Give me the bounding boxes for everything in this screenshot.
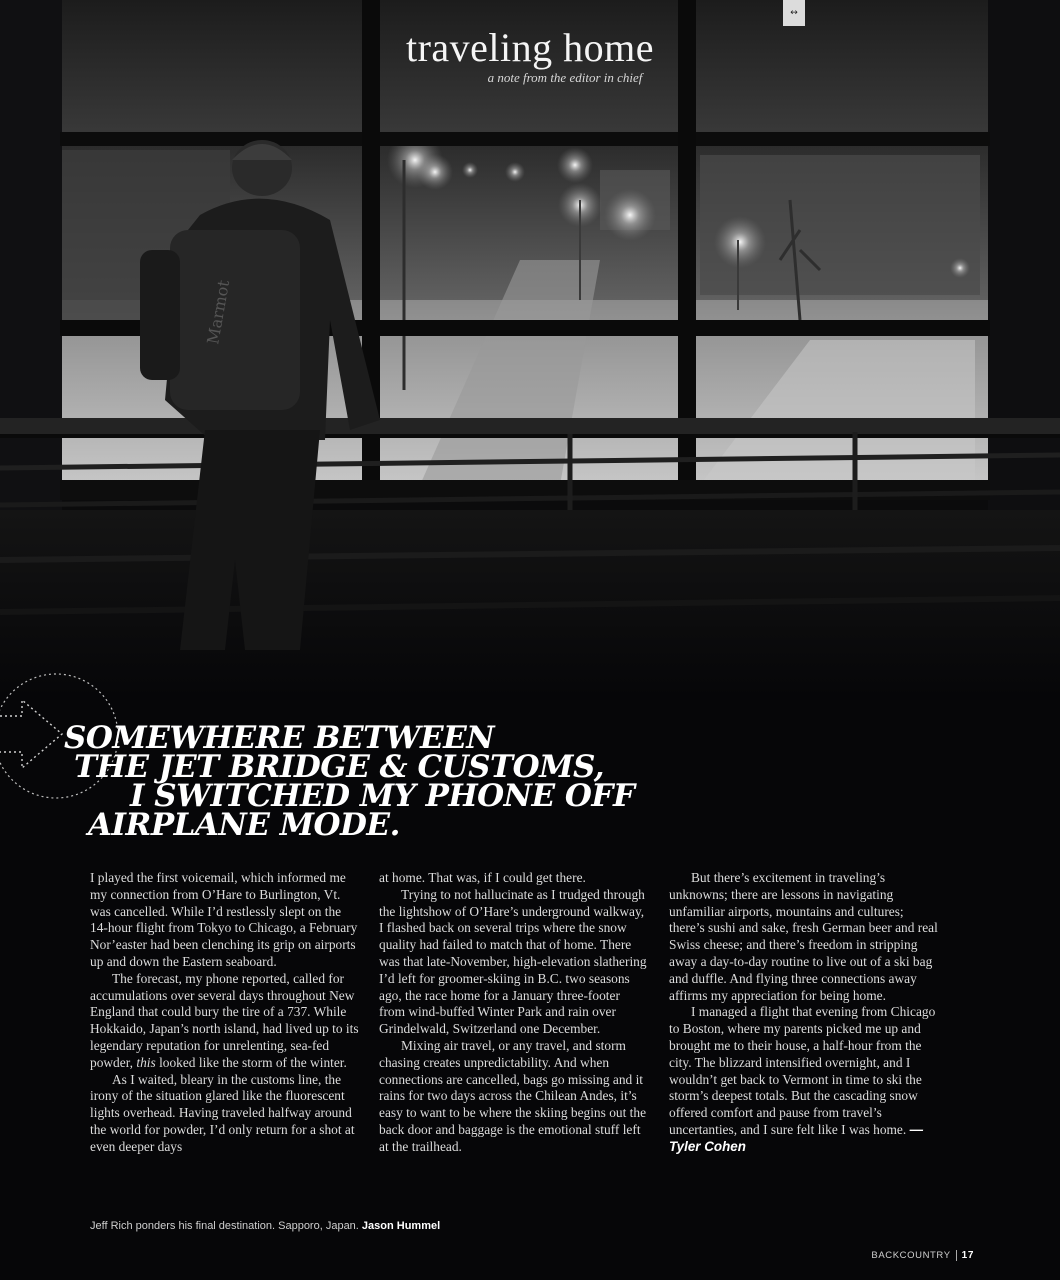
paragraph: The forecast, my phone reported, called for accumulations over several days throughout New England that could bury the tire of a 737. While Hokkaido, Japan’s north island, had lived up to its legendary reputation for unrelenting, sea-fed powder, this looked like the storm of the winter. bbox=[90, 970, 359, 1070]
divider bbox=[956, 1250, 957, 1261]
svg-text:Marmot: Marmot bbox=[203, 278, 234, 346]
photo-caption bbox=[90, 1220, 440, 1232]
svg-text:↔: ↔ bbox=[790, 8, 798, 18]
header bbox=[330, 25, 730, 86]
photo-credit: Jason Hummel bbox=[361, 1220, 441, 1232]
paragraph: I managed a flight that evening from Chicago to Boston, where my parents picked me up and brought me to their house, a half-hour from the city. The blizzard intensified overnight, and I wouldn’t get back to Vermont in time to ski the storm’s deepest totals. But the cascading snow offered comfort and pause from travel’s uncertanties, and I sure felt like I was home. —Tyler Cohen bbox=[669, 1004, 936, 1154]
author-signature: —Tyler Cohen bbox=[669, 1121, 923, 1154]
paragraph: at home. That was, if I could get there. bbox=[379, 870, 586, 885]
paragraph: Trying to not hallucinate as I trudged through the lightshow of O’Hare’s underground walkway, I flashed back on several trips where the snow quality had failed to match that of home. There was that late-November, high-elevation slathering I’d left for groomer-skiing in B.C. two seasons ago, the race home for a January three-footer from wind-buffed Winter Park and rain over Grindelwald, Switzerland one December. bbox=[379, 886, 647, 1037]
pull-quote-line: SOMEWHERE BETWEEN bbox=[64, 720, 495, 756]
caption-text: Jeff Rich ponders his final destination. Sapporo, Japan. bbox=[90, 1220, 359, 1232]
article-column-3 bbox=[669, 870, 939, 1156]
pull-quote bbox=[60, 720, 700, 843]
article-column-2 bbox=[379, 870, 649, 1156]
pull-quote-line: AIRPLANE MODE. bbox=[88, 807, 400, 843]
magazine-name: BACKCOUNTRY bbox=[871, 1250, 951, 1262]
paragraph: Mixing air travel, or any travel, and storm chasing creates unpredictability. And when connections are cancelled, bags go missing and it rains for two days across the Chilean Andes, it’s easy to want to be where the skiing begins out the back door and baggage is the emotional stuff left at the trailhead. bbox=[379, 1037, 647, 1154]
paragraph: But there’s excitement in traveling’s unknowns; there are lessons in navigating unfamiliar airports, mountains and cultures; there’s sushi and sake, fresh German beer and real Swiss cheese; and there’s freedom in stripping away a day-to-day routine to live out of a ski bag and duffle. And flying three connections away affirms my appreciation for being home. bbox=[669, 870, 938, 1003]
page-number: 17 bbox=[961, 1250, 974, 1262]
emphasis: this bbox=[136, 1054, 156, 1070]
paragraph: I played the first voicemail, which informed me my connection from O’Hare to Burlington, Vt. was cancelled. While I’d restlessly slept on the 14-hour flight from Tokyo to Chicago, a February Nor’easter had been clenching its grip on airports up and down the Eastern seaboard. bbox=[90, 870, 358, 969]
page-title: traveling home bbox=[405, 25, 655, 70]
paragraph: As I waited, bleary in the customs line, the irony of the situation glared like the fluorescent lights overhead. Having traveled halfway around the world for powder, I’d only return for a shot at even deeper days bbox=[90, 1071, 355, 1154]
pull-quote-line: I SWITCHED MY PHONE OFF bbox=[130, 778, 635, 814]
page-footer bbox=[871, 1250, 974, 1261]
pull-quote-line: THE JET BRIDGE & CUSTOMS, bbox=[74, 749, 605, 785]
page-subtitle: a note from the editor in chief bbox=[487, 70, 643, 85]
article-column-1 bbox=[90, 870, 360, 1156]
